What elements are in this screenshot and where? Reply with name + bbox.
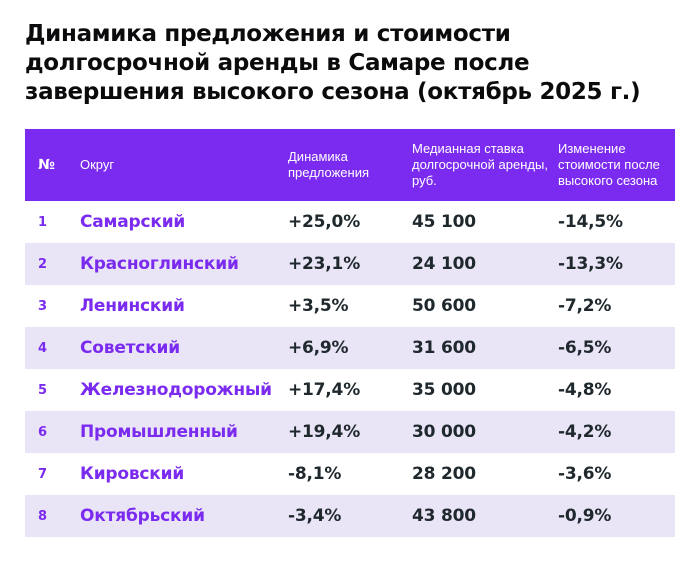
- title-line-1: Динамика предложения и стоимости: [25, 21, 511, 47]
- table-row: [25, 201, 675, 243]
- supply-change-cell: +25,0%: [288, 212, 361, 232]
- district-cell: Кировский: [80, 464, 185, 484]
- column-header-median-rate: Медианная ставка долгосрочной аренды, руб.: [412, 141, 548, 188]
- price-change-cell: -4,2%: [558, 422, 612, 442]
- row-number-cell: 7: [38, 466, 48, 482]
- median-rate-cell: 24 100: [412, 254, 476, 274]
- column-header-district: Округ: [80, 157, 115, 172]
- supply-change-cell: -8,1%: [288, 464, 342, 484]
- supply-change-cell: +17,4%: [288, 380, 361, 400]
- column-header-price-change: Изменение стоимости после высокого сезона: [558, 141, 660, 188]
- table-row: [25, 369, 675, 411]
- district-cell: Железнодорожный: [80, 380, 272, 400]
- supply-change-cell: +3,5%: [288, 296, 349, 316]
- price-change-cell: -7,2%: [558, 296, 612, 316]
- median-rate-cell: 50 600: [412, 296, 476, 316]
- table-row: [25, 453, 675, 495]
- price-change-cell: -0,9%: [558, 506, 612, 526]
- row-number-cell: 6: [38, 424, 48, 440]
- title-line-2: долгосрочной аренды в Самаре после: [25, 50, 530, 76]
- table-row: [25, 243, 675, 285]
- row-number-cell: 4: [38, 340, 48, 356]
- row-number-cell: 8: [38, 508, 48, 524]
- row-number-cell: 1: [38, 214, 48, 230]
- price-change-cell: -14,5%: [558, 212, 623, 232]
- district-cell: Красноглинский: [80, 254, 239, 274]
- district-cell: Ленинский: [80, 296, 185, 316]
- table-row: [25, 495, 675, 537]
- price-change-cell: -4,8%: [558, 380, 612, 400]
- table-row: [25, 327, 675, 369]
- title-line-3: завершения высокого сезона (октябрь 2025 г.): [25, 79, 641, 105]
- table-body: [25, 201, 675, 537]
- table-header-row: [25, 129, 675, 201]
- column-header-number: №: [38, 157, 55, 173]
- median-rate-cell: 45 100: [412, 212, 476, 232]
- median-rate-cell: 43 800: [412, 506, 476, 526]
- row-number-cell: 5: [38, 382, 48, 398]
- row-number-cell: 3: [38, 298, 48, 314]
- page-title: [25, 20, 685, 107]
- district-cell: Советский: [80, 338, 180, 358]
- district-cell: Самарский: [80, 212, 186, 232]
- price-change-cell: -13,3%: [558, 254, 623, 274]
- supply-change-cell: -3,4%: [288, 506, 342, 526]
- supply-change-cell: +23,1%: [288, 254, 361, 274]
- districts-table: [25, 129, 675, 537]
- median-rate-cell: 31 600: [412, 338, 476, 358]
- district-cell: Октябрьский: [80, 506, 205, 526]
- column-header-supply-change: Динамика предложения: [288, 149, 370, 180]
- district-cell: Промышленный: [80, 422, 238, 442]
- median-rate-cell: 28 200: [412, 464, 476, 484]
- table-row: [25, 285, 675, 327]
- row-number-cell: 2: [38, 256, 48, 272]
- median-rate-cell: 30 000: [412, 422, 476, 442]
- price-change-cell: -3,6%: [558, 464, 612, 484]
- supply-change-cell: +19,4%: [288, 422, 361, 442]
- table-row: [25, 411, 675, 453]
- median-rate-cell: 35 000: [412, 380, 476, 400]
- supply-change-cell: +6,9%: [288, 338, 349, 358]
- price-change-cell: -6,5%: [558, 338, 612, 358]
